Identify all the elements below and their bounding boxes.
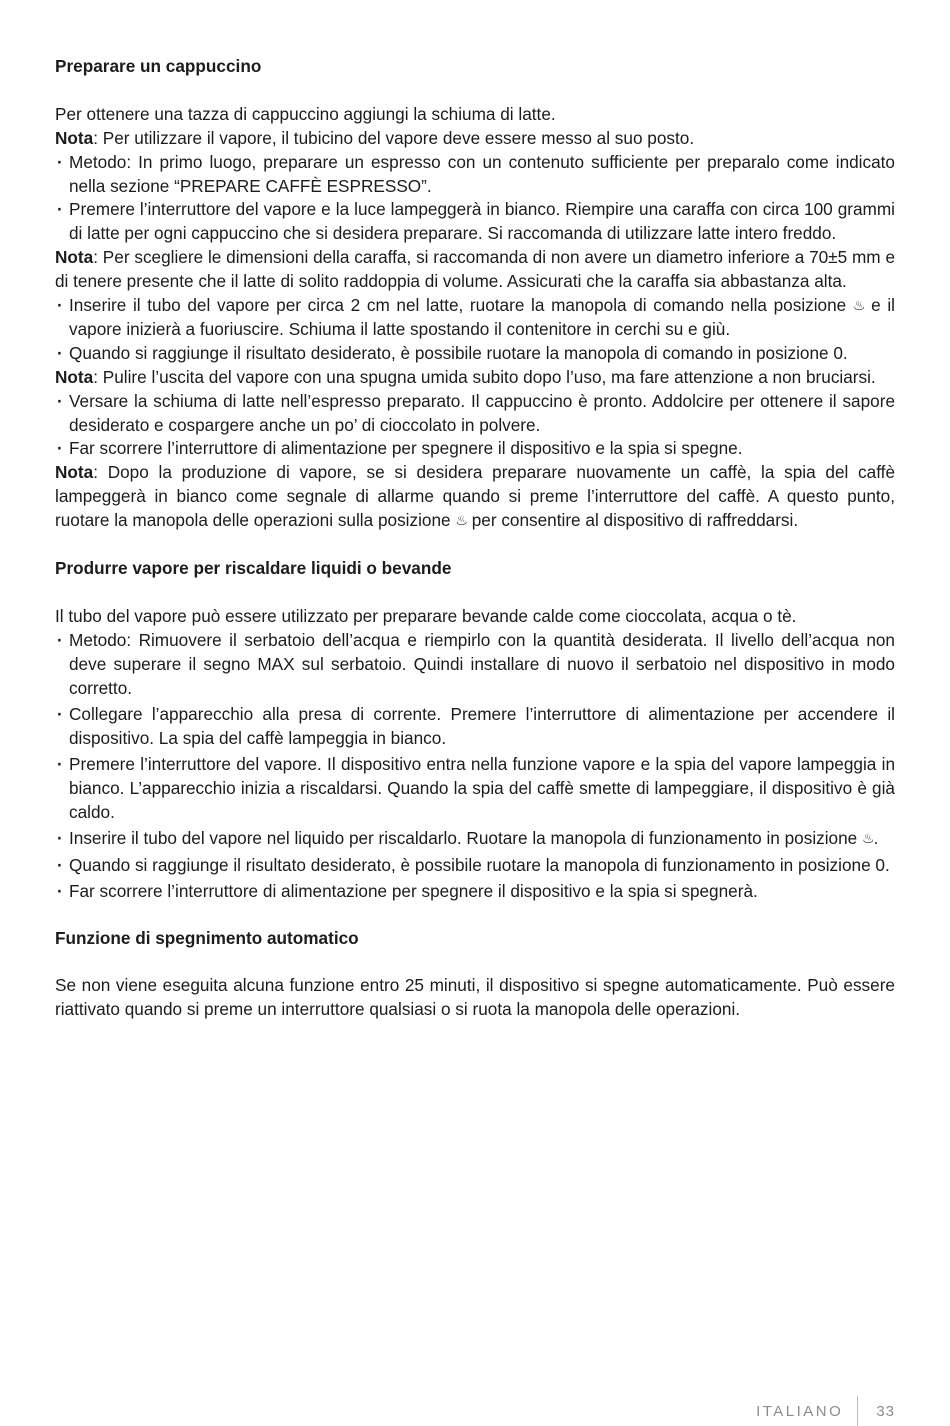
list-item [55,294,895,342]
footer-divider [857,1396,858,1426]
list-item-text: . [873,828,879,849]
note-label: Nota [55,247,94,268]
list-item: · Far scorrere l’interruttore di alimentazione per spegnere il dispositivo e la spia si spegnerà. [55,880,895,904]
auto-off-text: Se non viene eseguita alcuna funzione entro 25 minuti, il dispositivo si spegne automaticamente. Può essere riattivato quando si preme un interruttore qualsiasi o si ruota la manopola delle operazioni. [55,975,895,1020]
steam-icon: ♨ [862,830,874,847]
cappuccino-intro: Per ottenere una tazza di cappuccino aggiungi la schiuma di latte. [55,103,556,124]
note-text: per consentire al dispositivo di raffreddarsi. [471,510,799,531]
list-item-text: Inserire il tubo del vapore per circa 2 cm nel latte, ruotare la manopola di comando nella posizione [69,295,847,316]
list-item: · Versare la schiuma di latte nell’espresso preparato. Il cappuccino è pronto. Addolcire per ottenere il sapore desiderato e cospargere anche un po’ di cioccolato in polvere. [55,390,895,438]
list-item: · Metodo: In primo luogo, preparare un espresso con un contenuto sufficiente per preparalo come indicato nella sezione “PREPARE CAFFÈ ESPRESSO”. [55,151,895,199]
list-item-text: e il vapore inizierà a fuoriuscire. Schiuma il latte spostando il contenitore in cerchi su e giù. [69,295,895,339]
list-item [55,827,895,851]
page-footer [756,1396,895,1426]
section-title-steam-liquids: Produrre vapore per riscaldare liquidi o bevande [55,558,452,578]
page-number: 33 [876,1402,895,1420]
cappuccino-note-2 [55,246,895,294]
steam-icon: ♨ [455,512,467,529]
list-item: · Metodo: Rimuovere il serbatoio dell’acqua e riempirlo con la quantità desiderata. Il livello dell’acqua non deve superare il segno MAX sul serbatoio. Quindi installare di nuovo il serbatoio nel dispositivo in modo corretto. [55,629,895,701]
list-item: · Collegare l’apparecchio alla presa di corrente. Premere l’interruttore di alimentazione per accendere il dispositivo. La spia del caffè lampeggia in bianco. [55,703,895,751]
note-label: Nota [55,366,94,387]
steam-icon: ♨ [852,297,865,314]
note-label: Nota [55,127,94,148]
list-item: · Quando si raggiunge il risultato desiderato, è possibile ruotare la manopola di comando in posizione 0. [55,342,895,366]
cappuccino-steps-b [55,294,895,366]
section-title-cappuccino: Preparare un cappuccino [55,56,262,76]
list-item: · Premere l’interruttore del vapore e la luce lampeggerà in bianco. Riempire una caraffa con circa 100 grammi di latte per ogni cappuccino che si desidera preparare. Si raccomanda di utilizzare latte intero freddo. [55,198,895,246]
note-label: Nota [55,462,94,483]
footer-language: ITALIANO [756,1402,844,1420]
list-item: · Quando si raggiunge il risultato desiderato, è possibile ruotare la manopola di funzionamento in posizione 0. [55,854,895,878]
manual-page [55,55,895,1022]
note-text: : Pulire l’uscita del vapore con una spugna umida subito dopo l’uso, ma fare attenzione a non bruciarsi. [93,366,876,387]
steam-steps [55,629,895,904]
section-title-auto-off: Funzione di spegnimento automatico [55,927,359,948]
note-text: : Per utilizzare il vapore, il tubicino del vapore deve essere messo al suo posto. [93,127,695,148]
list-item: · Far scorrere l’interruttore di alimentazione per spegnere il dispositivo e la spia si spegne. [55,437,895,461]
steam-intro: Il tubo del vapore può essere utilizzato per preparare bevande calde come cioccolata, acqua o tè. [55,605,797,626]
note-text: : Per scegliere le dimensioni della caraffa, si raccomanda di non avere un diametro inferiore a 70±5 mm e di tenere presente che il latte di solito raddoppia di volume. Assicurati che la caraffa sia abbastanza alta. [55,247,895,292]
cappuccino-note-1 [55,127,895,151]
list-item: · Premere l’interruttore del vapore. Il dispositivo entra nella funzione vapore e la spia del vapore lampeggia in bianco. L’apparecchio inizia a riscaldarsi. Quando la spia del caffè smette di lampeggiare, il dispositivo è già caldo. [55,753,895,825]
cappuccino-note-4 [55,461,895,533]
cappuccino-note-3 [55,366,895,390]
cappuccino-steps-a [55,151,895,247]
note-text: : Dopo la produzione di vapore, se si desidera preparare nuovamente un caffè, la spia del caffè lampeggerà in bianco come segnale di allarme quando si preme l’interruttore del caffè. A questo punto, ruotare la manopola delle operazioni sulla posizione [55,462,895,531]
list-item-text: Inserire il tubo del vapore nel liquido per riscaldarlo. Ruotare la manopola di funzionamento in posizione [69,828,858,849]
cappuccino-steps-c [55,390,895,462]
